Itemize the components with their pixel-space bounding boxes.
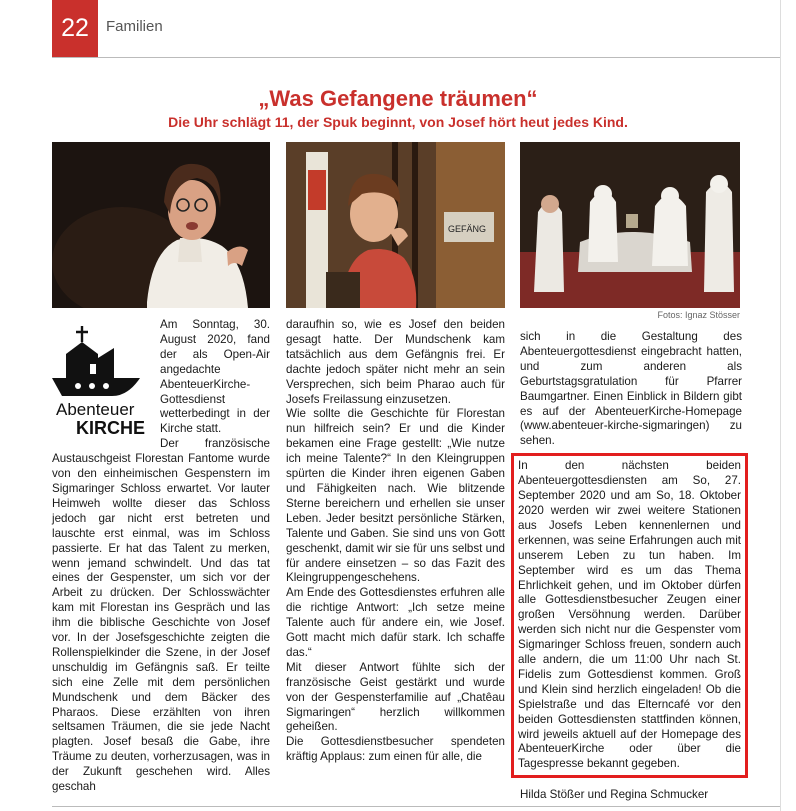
photo-prisoner: [286, 142, 505, 308]
photo-ghosts: [520, 142, 740, 308]
col2-paragraph-1: daraufhin so, wie es Josef den beiden gesagt hatte. Der Mundschenk kam tatsächlich aus dem Gefängnis frei. Er dachte jedoch später nicht mehr an sein Versprechen, sich beim Pharao auch für Josefs Freilassung einzusetzen.: [286, 318, 505, 406]
article-subtitle: Die Uhr schlägt 11, der Spuk beginnt, von Josef hört heut jedes Kind.: [168, 114, 628, 130]
page-number: 22: [52, 0, 98, 57]
col2-paragraph-4: Mit dieser Antwort fühlte sich der französische Geist gestärkt und wurde von der Gespensterfamilie auf „Chatêau Sigmaringen“ herzlich willkommen geheißen.: [286, 660, 505, 734]
section-label: Familien: [106, 18, 163, 35]
svg-text:KIRCHE: KIRCHE: [76, 418, 146, 436]
announcement-text: In den nächsten beiden Abenteuergottesdiensten am So, 27. September 2020 und am So, 18. Oktober 2020 werden wir zwei weitere Stationen aus Josefs Leben kennenlernen und erkennen, was seine Erfahrungen auch mit unserem Leben zu tun haben. Im September wird es um das Thema Ehrlichkeit gehen, und im Oktober dürfen alle Gottesdienstbesucher Zeugen einer großen Versöhnung werden. Darüber werden sich nicht nur die Gespenster vom Sigmaringer Schloss freuen, sondern auch alle andern, die um 11:00 Uhr nach St. Fidelis zum Gottesdienst kommen. Groß und Klein sind herzlich eingeladen! Ob die Spielstraße und das Elterncafé vor den beiden Gottesdiensten stattfinden können, wird jeweils aktuell auf der Homepage des AbenteuerKirche oder über die Tagespresse bekannt gegeben.: [518, 459, 741, 771]
abenteuer-kirche-logo: [52, 318, 156, 436]
photo-credit: Fotos: Ignaz Stösser: [657, 310, 740, 320]
footer-rule: [52, 806, 780, 807]
col3-paragraph-1: sich in die Gestaltung des Abenteuergottesdienst eingebracht hatten, und zum anderen als Geburtstagsgratulation für Pfarrer Baumgartner. Einen Einblick in Bildern gibt es auf der AbenteuerKirche-Homepage (www.abenteuer-kirche-sigmaringen) zu sehen.: [520, 330, 742, 448]
col2-paragraph-2: Wie sollte die Geschichte für Florestan nun hilfreich sein? Er und die Kinder bekamen eine Frage gestellt: „Wie nutze ich meine Talente?“ In den Kleingruppen spürten die Kinder ihren eigenen Gaben und Fähigkeiten nach. Wie blitzende Sterne bereichern und erhellen sie unser Leben. Jeder besitzt persönliche Stärken, Talente und Gaben. Sie sind uns von Gott geschenkt, damit wir sie für uns selbst und für andere einsetzen – so das Fazit des Kleingruppengeschehens.: [286, 407, 505, 585]
photo-singer: [52, 142, 270, 308]
column-2: [286, 318, 505, 765]
article-title: „Was Gefangene träumen“: [258, 86, 538, 111]
col2-paragraph-3: Am Ende des Gottesdienstes erfuhren alle die richtige Antwort: „Ich setze meine Talente auch für andere ein, wie Josef. Gott macht mich dafür stark. Ich schaffe das.“: [286, 586, 505, 659]
page-header: [0, 0, 796, 60]
col2-paragraph-5: Die Gottesdienstbesucher spendeten kräftig Applaus: zum einen für alle, die: [286, 735, 505, 764]
svg-text:GEFÄNG: GEFÄNG: [448, 224, 487, 234]
column-1: [52, 318, 270, 795]
column-3: [520, 330, 742, 803]
highlighted-announcement: [511, 453, 748, 778]
article-author: Hilda Stößer und Regina Schmucker: [520, 788, 709, 802]
col1-paragraph-2: Der französische Austauschgeist Florestan Fantome wurde von den einheimischen Gespenstern im Sigmaringer Schloss erwartet. Vor lauter Heimweh wollte dieser das Schloss jedoch gar nicht erst betreten und lauschte erst einmal, was im Schloss passierte. Er hat das Talent zu merken, wenn jemand schwindelt. Und das tat eines der Gespenster, um sich vor der Arbeit zu drücken. Der Schlosswächter kam mit Florestan ins Gespräch und las ihm die biblische Geschichte von Josef vor. In der Josefsgeschichte zeigten die Rollenspielkinder die Szene, in der Josef unschuldig im Gefängnis saß. Er teilte sich eine Zelle mit dem persönlichen Mundschenk und dem Bäcker des Pharaos. Diese erzählten von ihren seltsamen Träumen, die sie jede Nacht plagten. Josef besaß die Gabe, ihre Träume zu deuten, vorherzusagen, was in der Zukunft geschehen wird. Alles geschah: [52, 437, 270, 794]
header-rule: [52, 57, 780, 58]
col1-paragraph-1: Am Sonntag, 30. August 2020, fand der als Open-Air angedachte AbenteuerKirche-Gottesdienst wetterbedingt in der Kirche statt.: [160, 318, 270, 436]
svg-text:Abenteuer: Abenteuer: [56, 400, 135, 419]
